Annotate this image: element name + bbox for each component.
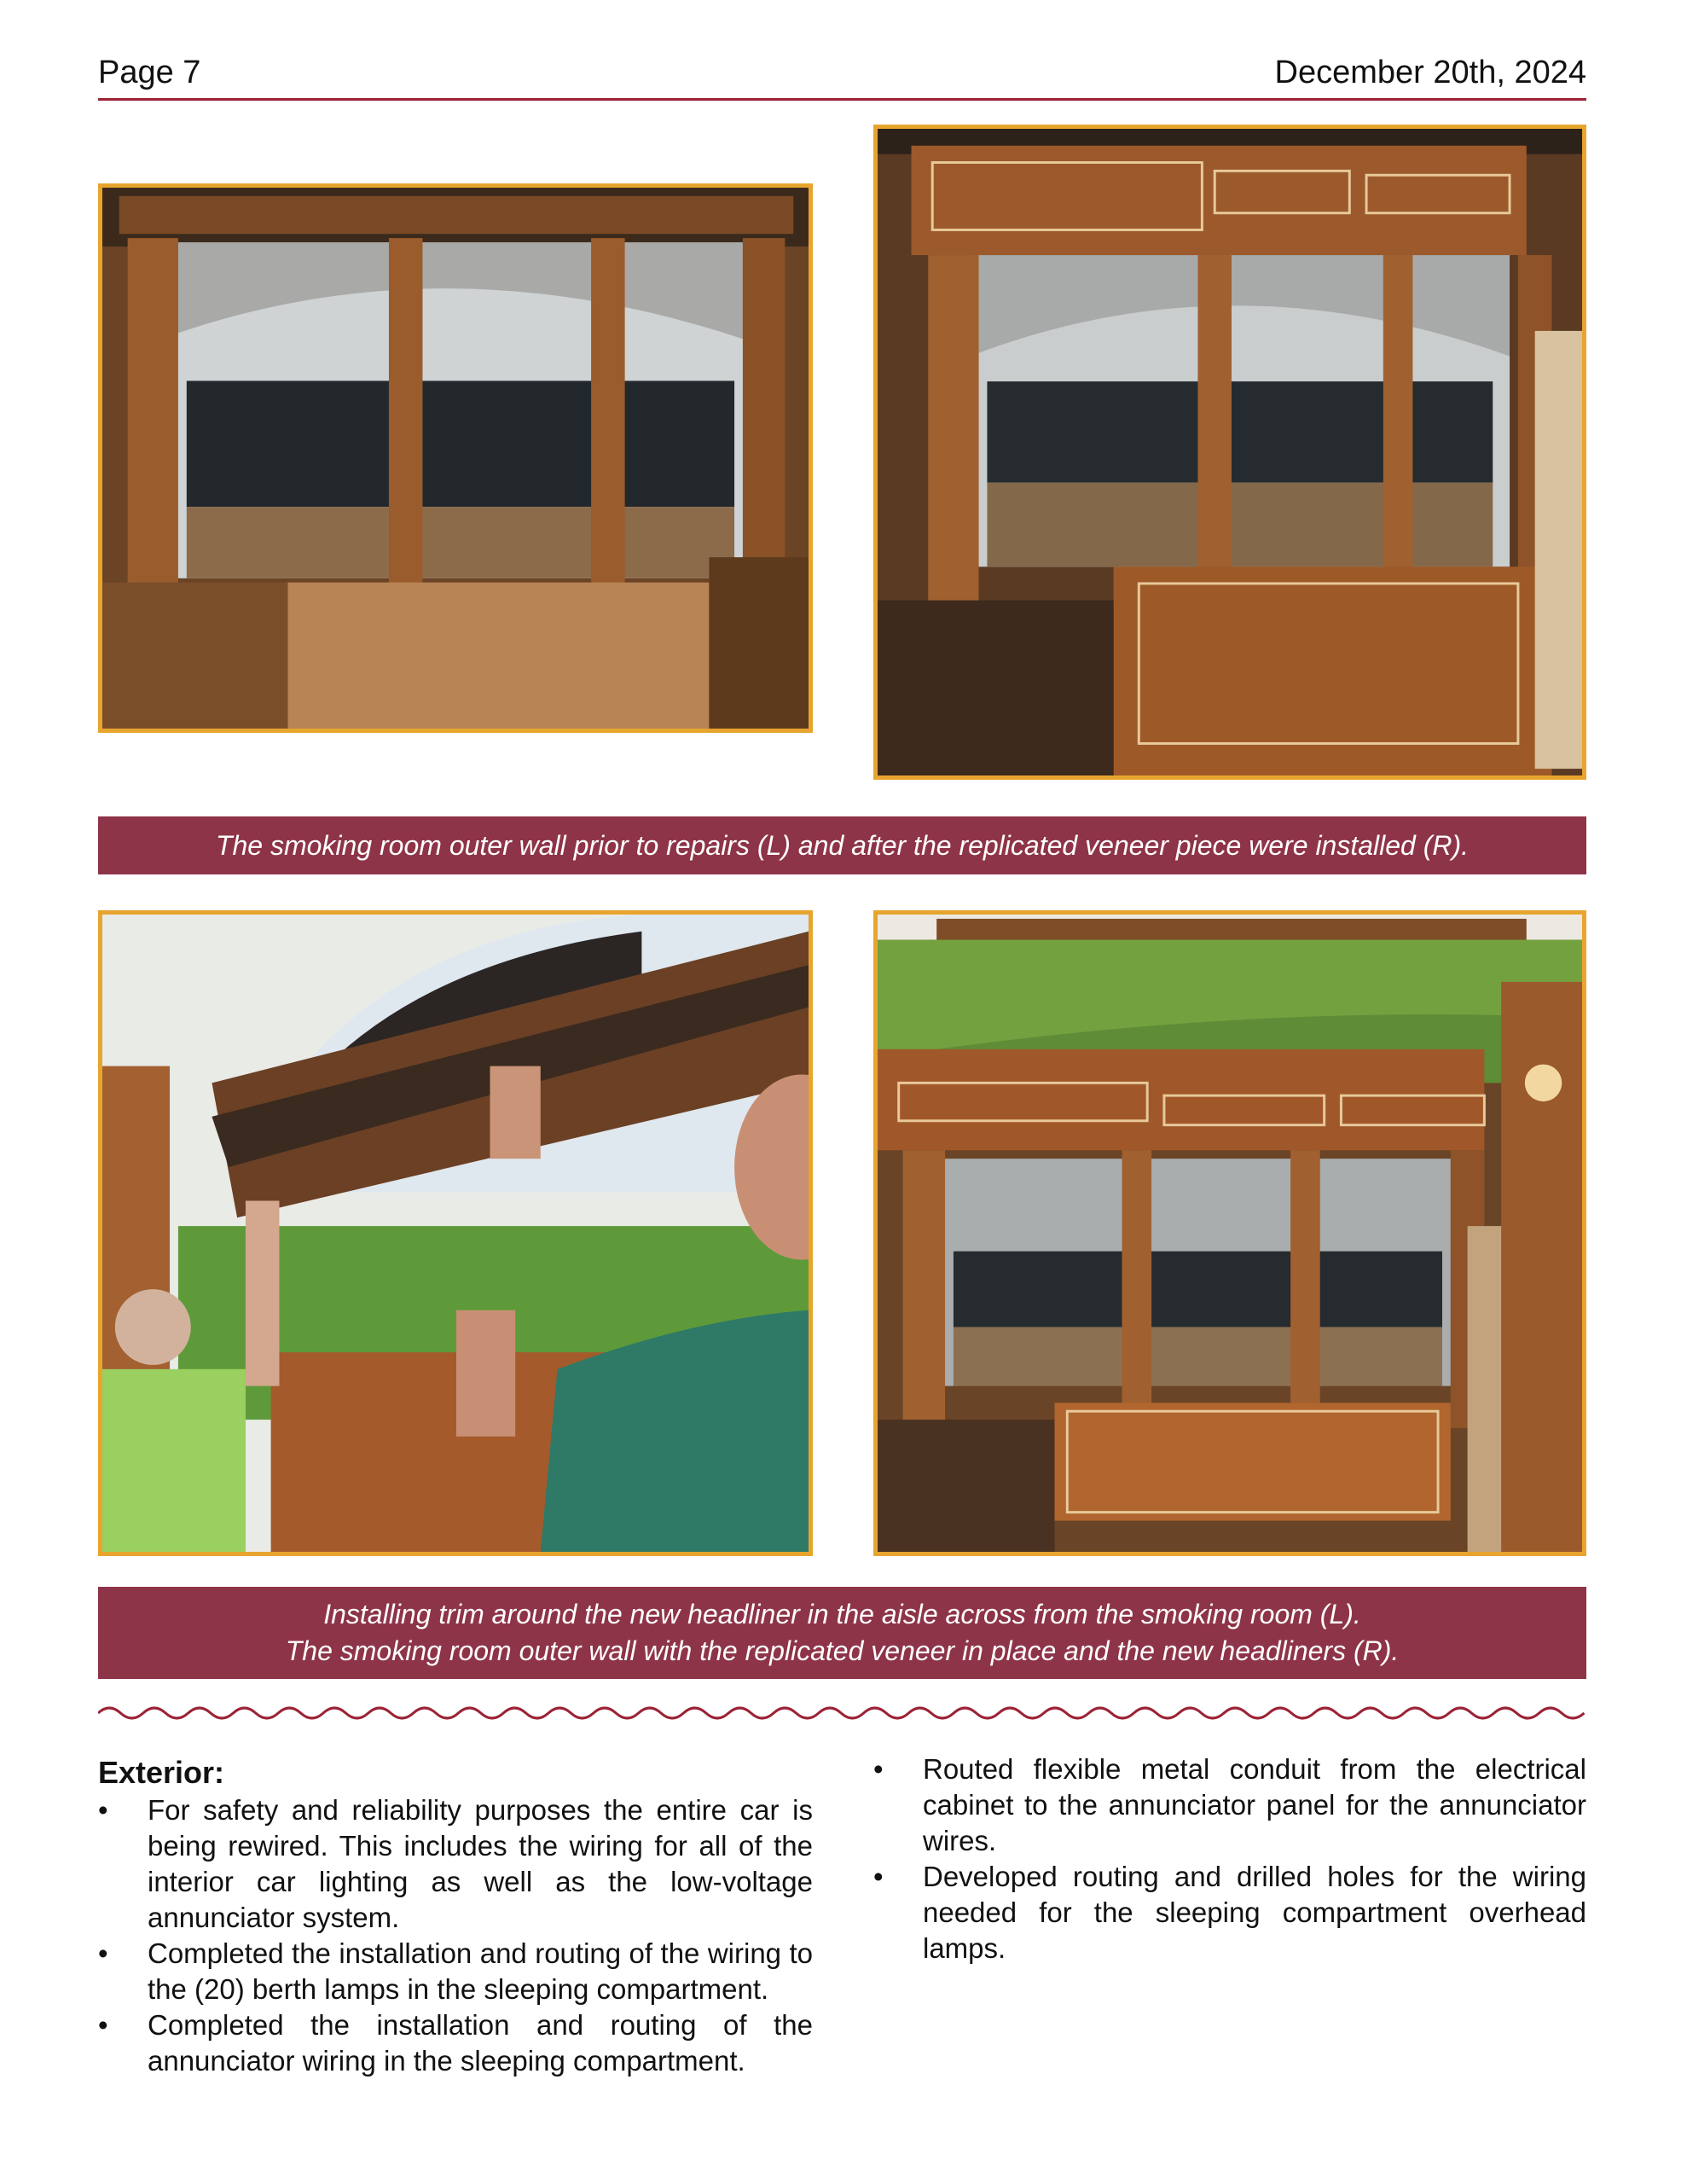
page-number: Page 7: [98, 55, 201, 90]
caption-headliners: [98, 1587, 1586, 1679]
wave-divider: [98, 1703, 1586, 1723]
photo-smoking-room-before: [98, 183, 813, 733]
photo-installing-trim: [98, 910, 813, 1556]
list-item: • Completed the installation and routing of the wiring to the (20) berth lamps in the sleeping compartment.: [98, 1936, 813, 2007]
caption-line-2: The smoking room outer wall with the replicated veneer in place and the new headliners (R).: [285, 1635, 1400, 1666]
list-item: • Routed flexible metal conduit from the electrical cabinet to the annunciator panel for the annunciator wires.: [873, 1751, 1586, 1859]
list-item: • For safety and reliability purposes the entire car is being rewired. This includes the wiring for all of the interior car lighting as well as the low-voltage annunciator system.: [98, 1792, 813, 1936]
exterior-list-left: [98, 1792, 813, 2079]
issue-date: December 20th, 2024: [1274, 55, 1586, 90]
list-item: • Completed the installation and routing of the annunciator wiring in the sleeping compartment.: [98, 2007, 813, 2079]
page-header: [98, 51, 1586, 101]
exterior-heading: Exterior:: [98, 1755, 225, 1790]
exterior-column-right: [873, 1751, 1586, 1966]
photo-smoking-room-after: [873, 125, 1586, 780]
exterior-list-right: [873, 1751, 1586, 1966]
photo-smoking-room-headliners: [873, 910, 1586, 1556]
list-item: • Developed routing and drilled holes for the wiring needed for the sleeping compartment overhead lamps.: [873, 1859, 1586, 1966]
caption-line-1: Installing trim around the new headliner in the aisle across from the smoking room (L).: [323, 1599, 1361, 1629]
exterior-column-left: [98, 1753, 813, 2079]
caption-smoking-room-wall: The smoking room outer wall prior to repairs (L) and after the replicated veneer piece were installed (R).: [98, 816, 1586, 874]
